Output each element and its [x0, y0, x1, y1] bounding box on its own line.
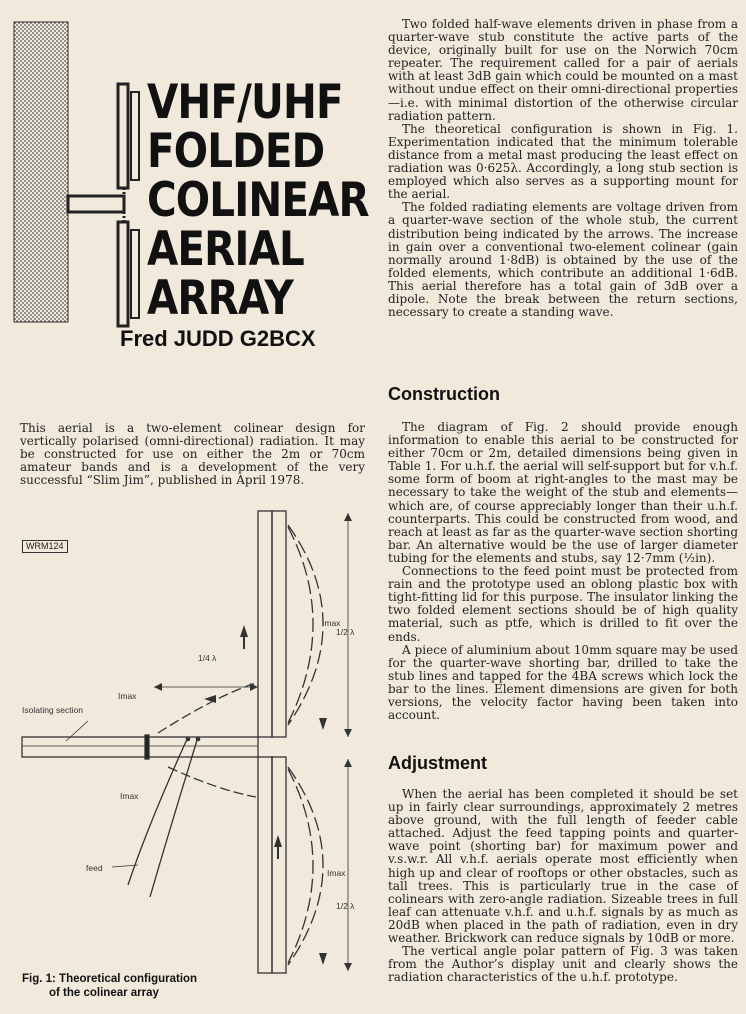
- body-paragraph-1: Two folded half-wave elements driven in phase from a quarter-wave stub constitute the active parts of the device, originally built for use on the Norwich 70cm repeater. The requirement called for a pair of aerials with at least 3dB gain which could be mounted on a mast without undue effect on their omni-directional properties—i.e. with minimal distortion of the otherwise circular radiation pattern.: [388, 17, 738, 123]
- label-imax-top: Imax: [118, 691, 137, 701]
- intro-section: [20, 422, 365, 487]
- label-imax-right-lower: Imax: [327, 868, 346, 878]
- figure-1-diagram: [18, 505, 368, 975]
- label-imax-right-upper: Imax: [322, 618, 341, 628]
- byline: Fred JUDD G2BCX: [120, 326, 316, 351]
- title-line-2: FOLDED: [147, 124, 325, 179]
- adjustment-heading: Adjustment: [388, 753, 487, 773]
- caption-line-2: of the colinear array: [49, 987, 159, 999]
- title-line-4: AERIAL: [147, 222, 304, 277]
- adjustment-section: [388, 788, 738, 984]
- mast-with-aerial-icon: [0, 0, 146, 330]
- title-line-3: COLINEAR: [147, 173, 369, 228]
- construction-section: [388, 421, 738, 722]
- title-line-5: ARRAY: [147, 271, 293, 326]
- label-quarter-lambda: 1/4 λ: [198, 653, 217, 663]
- label-feed: feed: [86, 863, 103, 873]
- article-title: [147, 75, 375, 326]
- label-half-lambda-lower: 1/2 λ: [336, 901, 355, 911]
- title-line-1: VHF/UHF: [147, 75, 343, 130]
- intro-paragraph: This aerial is a two-element colinear design for vertically polarised (omni-directional) radiation. It may be constructed for use on either the 2m or 70cm amateur bands and is a development of the very successful “Slim Jim”, published in April 1978.: [20, 421, 365, 488]
- body-paragraph-3: The folded radiating elements are voltage driven from a quarter-wave section of the whole stub, the current distribution being indicated by the arrows. The increase in gain over a conventional two-element colinear (gain normally around 1·8dB) is obtained by the use of the folded elements, which contribute an additional 1·6dB. This aerial therefore has a total gain of 3dB over a dipole. Note the break between the return sections, necessary to create a standing wave.: [388, 200, 738, 320]
- adjustment-paragraph-1: When the aerial has been completed it should be set up in fairly clear surroundings, approximately 2 metres above ground, with the full length of feeder cable attached. Adjust the feed tapping points and quarter-wave point (shorting bar) for maximum power and v.s.w.r. All v.h.f. aerials operate most efficiently when high up and clear of rooftops or other obstacles, such as tall trees. This is particularly true in the case of colinears with zero-angle radiation. Sizeable trees in full leaf can attenuate v.h.f. and u.h.f. signals by as much as 20dB when placed in the path of radiation, even in dry weather. Brickwork can reduce signals by 10dB or more.: [388, 787, 738, 946]
- construction-heading: Construction: [388, 384, 500, 404]
- construction-paragraph-1: The diagram of Fig. 2 should provide enough information to enable this aerial to be constructed for either 70cm or 2m, detailed dimensions being given in Table 1. For u.h.f. the aerial will self-support but for v.h.f. some form of boom at right-angles to the mast may be necessary to take the weight of the stub and elements—which are, of course appreciably longer than their u.h.f. counterparts. This could be constructed from wood, and reach at least as far as the quarter-wave section shorting bar. An alternative would be the use of larger diameter tubing for the elements and stubs, say 12·7mm (½in).: [388, 420, 738, 565]
- label-imax-lower-left: Imax: [120, 791, 139, 801]
- label-half-lambda-upper: 1/2 λ: [336, 627, 355, 637]
- construction-paragraph-2: Connections to the feed point must be protected from rain and the prototype used an oblong plastic box with tight-fitting lid for this purpose. The insulator linking the two folded element sections should be of high quality material, such as ptfe, which is drilled to fit over the ends.: [388, 564, 738, 644]
- figure-tag: WRM124: [22, 540, 68, 553]
- caption-line-1: Fig. 1: Theoretical configuration: [22, 973, 198, 985]
- label-isolating-section: Isolating section: [22, 705, 83, 715]
- figure-caption: [22, 972, 252, 1000]
- body-top: [388, 18, 738, 319]
- body-paragraph-2: The theoretical configuration is shown in Fig. 1. Experimentation indicated that the minimum tolerable distance from a metal mast producing the least effect on radiation was 0·625λ. Accordingly, a long stub section is employed which also serves as a supporting mount for the aerial.: [388, 121, 738, 202]
- adjustment-paragraph-2: The vertical angle polar pattern of Fig. 3 was taken from the Author’s display unit and clearly shows the radiation characteristics of the u.h.f. prototype.: [388, 944, 738, 985]
- construction-paragraph-3: A piece of aluminium about 10mm square may be used for the quarter-wave shorting bar, drilled to take the stub lines and tapped for the 4BA screws which lock the bar to the lines. Element dimensions are given for both versions, the velocity factor having been taken into account.: [388, 642, 738, 723]
